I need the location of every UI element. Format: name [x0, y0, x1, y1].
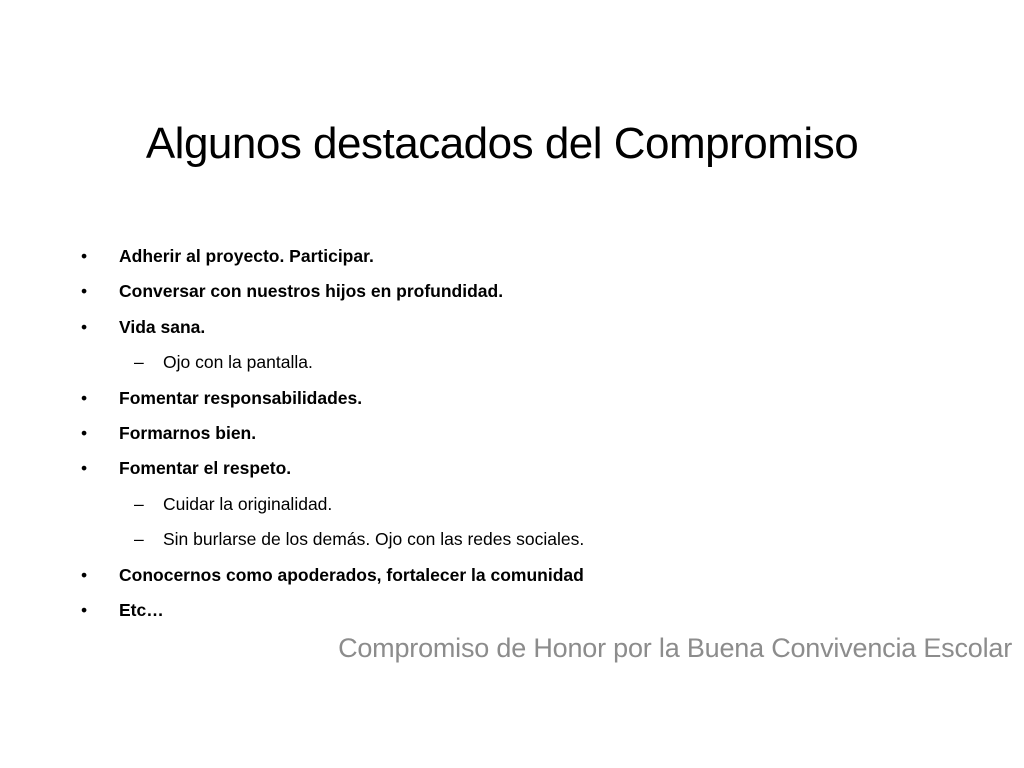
bullet-list: [79, 239, 979, 628]
slide-footer: Compromiso de Honor por la Buena Convivencia Escolar: [338, 633, 1012, 663]
bullet-text: Fomentar responsabilidades.: [119, 387, 363, 408]
bullet-marker: •: [81, 281, 88, 302]
sub-bullet-item: [79, 487, 979, 522]
bullet-marker: •: [81, 599, 88, 620]
bullet-marker: •: [81, 316, 88, 337]
bullet-marker: •: [81, 422, 88, 443]
bullet-marker: •: [81, 564, 88, 585]
bullet-item: [79, 274, 979, 309]
bullet-item: [79, 381, 979, 416]
sub-bullet-text: Ojo con la pantalla.: [163, 352, 313, 373]
bullet-text: Vida sana.: [119, 316, 206, 337]
bullet-item: [79, 593, 979, 628]
bullet-text: Conocernos como apoderados, fortalecer la comunidad: [119, 564, 584, 585]
sub-bullet-marker: –: [134, 493, 144, 514]
sub-bullet-text: Cuidar la originalidad.: [163, 493, 333, 514]
bullet-marker: •: [81, 246, 88, 266]
sub-bullet-marker: –: [134, 352, 144, 373]
bullet-item: [79, 558, 979, 593]
bullet-marker: •: [81, 458, 88, 479]
bullet-marker: •: [81, 387, 88, 408]
bullet-text: Fomentar el respeto.: [119, 458, 292, 479]
bullet-item: [79, 416, 979, 451]
bullet-text: Etc…: [119, 599, 164, 620]
sub-bullet-marker: –: [134, 529, 144, 550]
bullet-text: Adherir al proyecto. Participar.: [119, 246, 374, 266]
sub-bullet-item: [79, 345, 979, 380]
bullet-text: Conversar con nuestros hijos en profundidad.: [119, 281, 504, 302]
bullet-item: [79, 451, 979, 486]
sub-bullet-item: [79, 522, 979, 557]
slide-title: Algunos destacados del Compromiso: [145, 119, 859, 168]
bullet-item: [79, 239, 979, 274]
bullet-item: [79, 310, 979, 345]
sub-bullet-text: Sin burlarse de los demás. Ojo con las redes sociales.: [163, 529, 585, 550]
bullet-text: Formarnos bien.: [119, 422, 257, 443]
